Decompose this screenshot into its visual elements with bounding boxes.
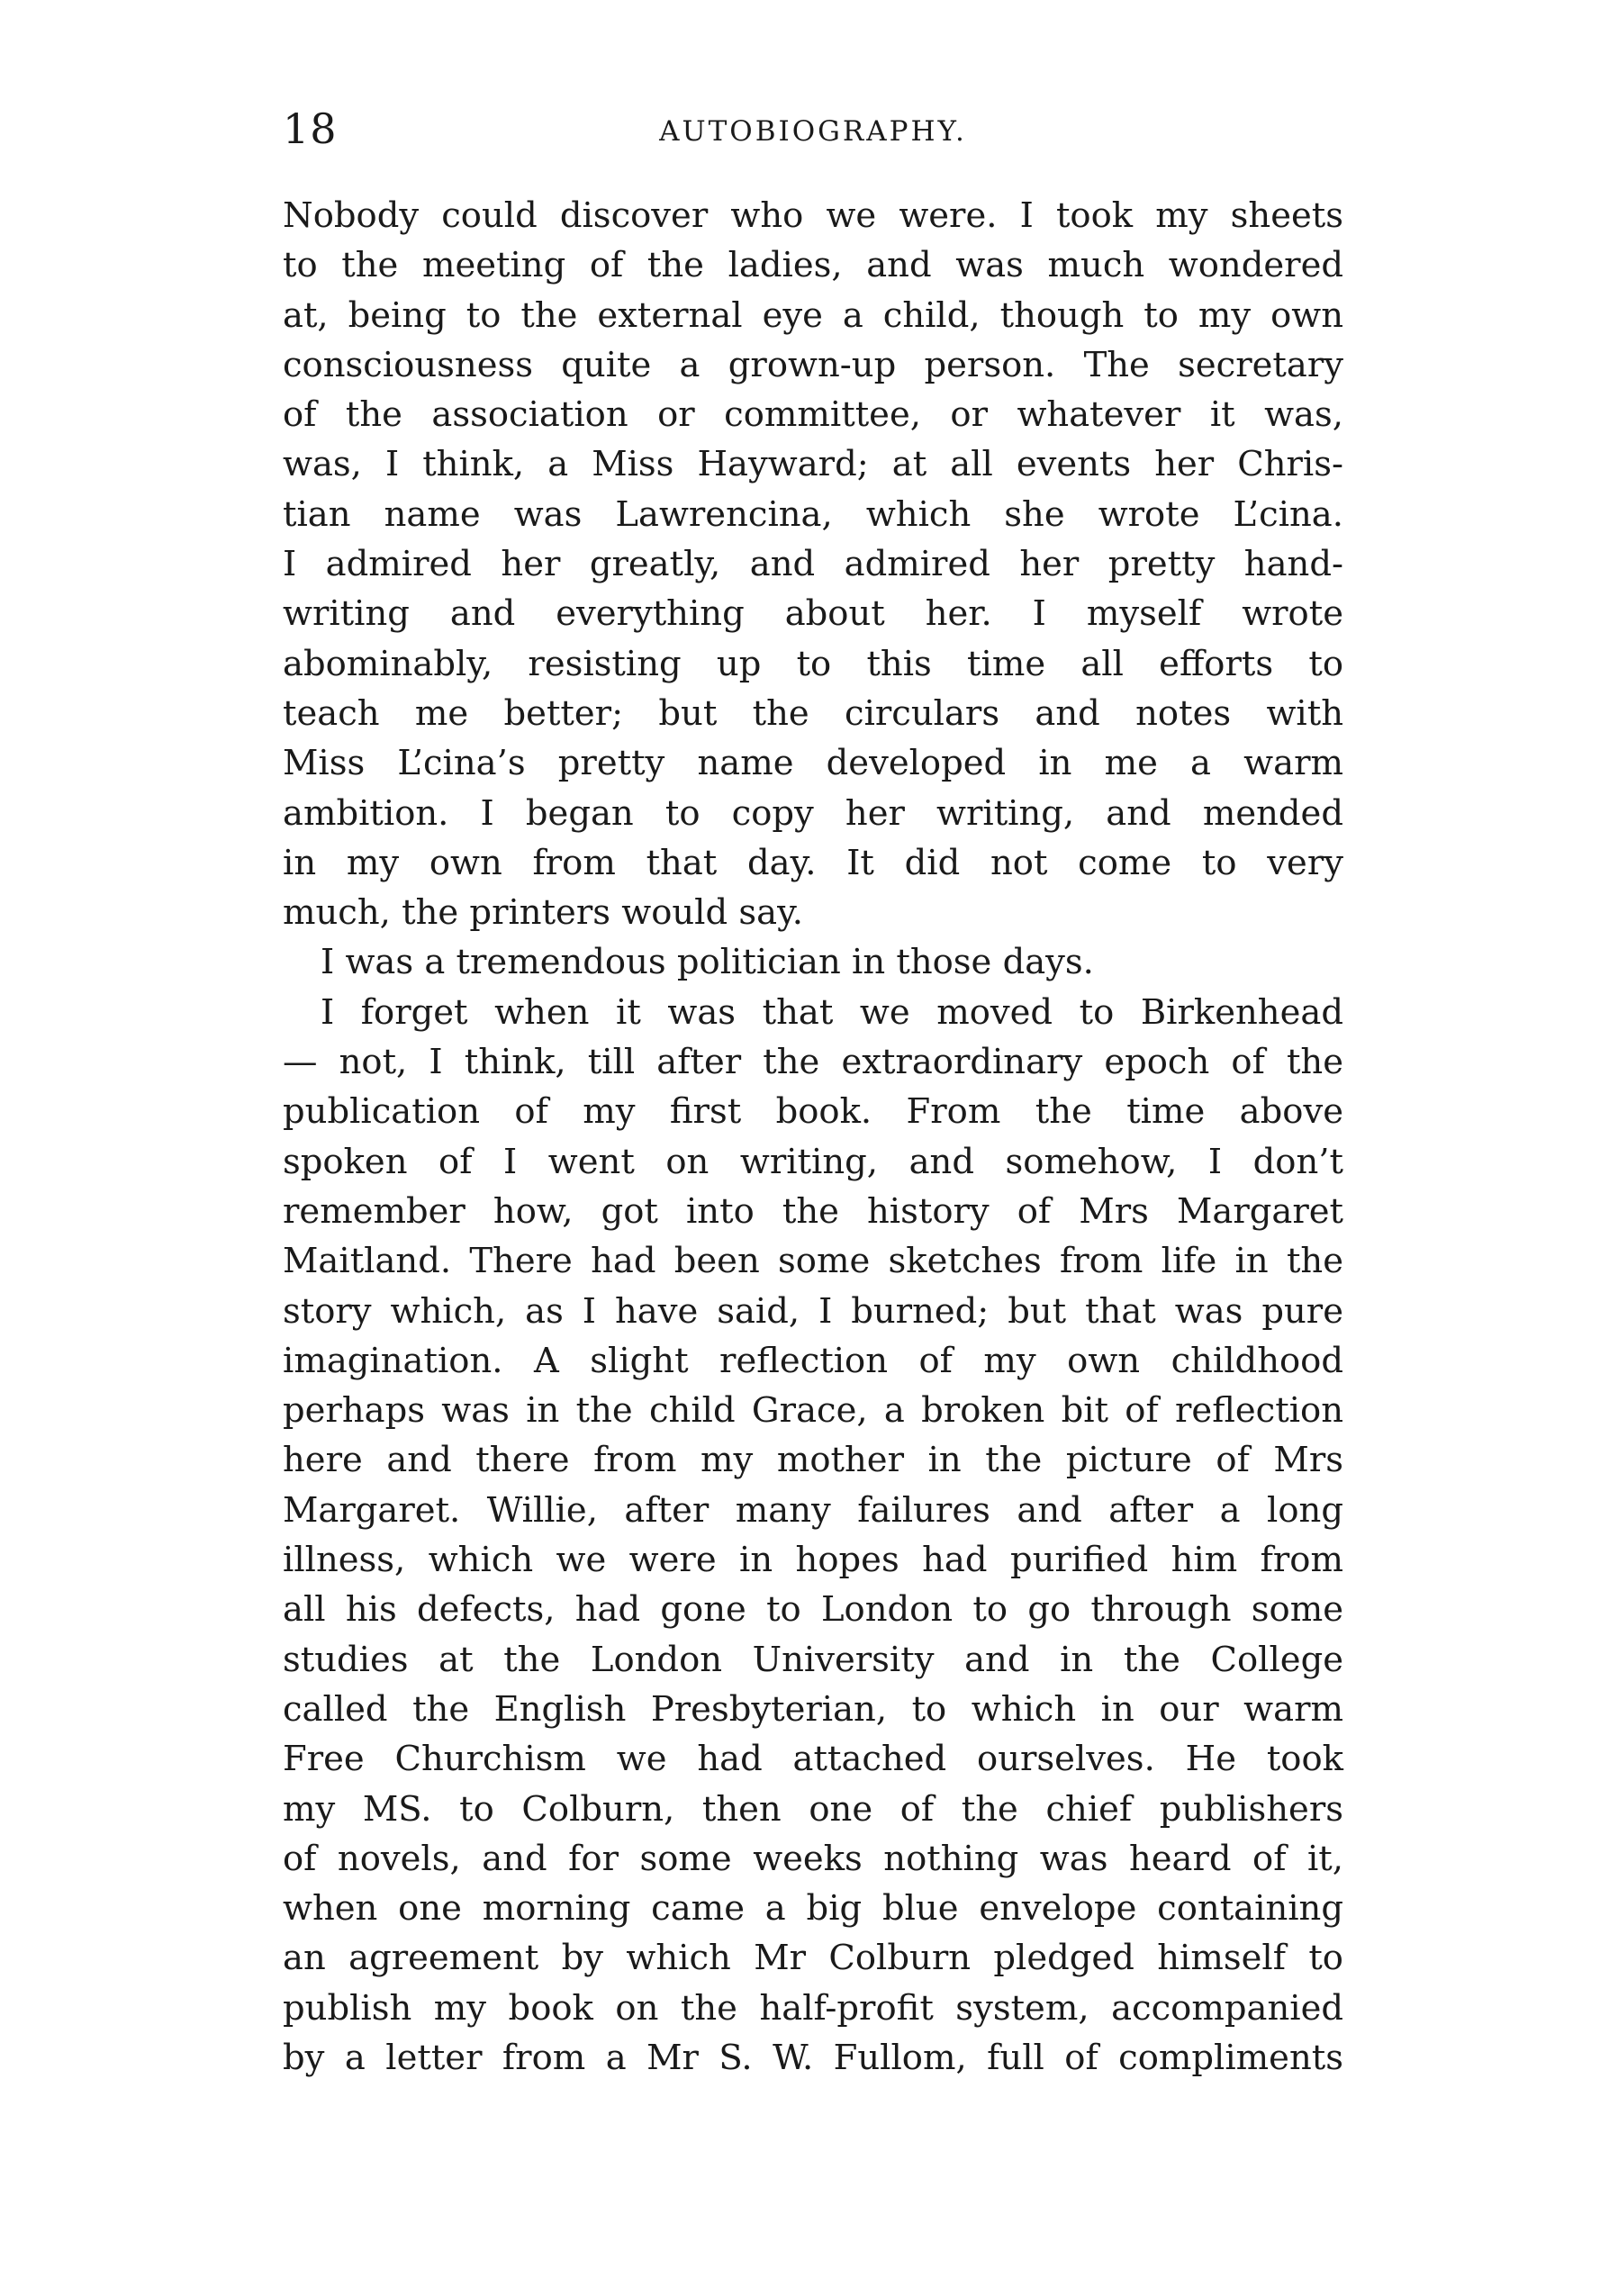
text-line: studies at the London University and in the College [283,1639,1343,1680]
text-line: illness, which we were in hopes had purified him from [283,1540,1343,1581]
text-line: called the English Presbyterian, to which in our warm [283,1688,1343,1730]
text-line: I forget when it was that we moved to Birkenhead [321,991,1343,1033]
text-line: story which, as I have said, I burned; but that was pure [283,1290,1343,1332]
text-line: of novels, and for some weeks nothing was heard of it, [283,1838,1343,1879]
text-line: perhaps was in the child Grace, a broken bit of reflection [283,1390,1343,1432]
text-line: by a letter from a Mr S. W. Fullom, full of compliments [283,2037,1343,2078]
text-line: an agreement by which Mr Colburn pledged himself to [283,1938,1343,1979]
text-line: here and there from my mother in the picture of Mrs [283,1440,1343,1481]
text-line: teach me better; but the circulars and notes with [283,692,1343,734]
text-line: consciousness quite a grown-up person. The secretary [283,344,1343,385]
text-line: my MS. to Colburn, then one of the chief publishers [283,1788,1343,1830]
text-line: I was a tremendous politician in those days. [321,942,1094,983]
text-line: to the meeting of the ladies, and was much wondered [283,245,1343,286]
text-line: Nobody could discover who we were. I took my sheets [283,195,1343,236]
text-line: publish my book on the half-profit system, accompanied [283,1987,1343,2029]
text-line: when one morning came a big blue envelope containing [283,1888,1343,1930]
text-line: I admired her greatly, and admired her pretty hand- [283,544,1343,585]
text-line: of the association or committee, or whatever it was, [283,394,1343,436]
text-line: tian name was Lawrencina, which she wrote L’cina. [283,493,1343,535]
text-line: at, being to the external eye a child, though to my own [283,294,1343,336]
text-line: imagination. A slight reflection of my own childhood [283,1340,1343,1381]
body-text [283,191,1343,2083]
text-line: all his defects, had gone to London to go through some [283,1589,1343,1631]
text-line: Maitland. There had been some sketches from life in the [283,1241,1343,1282]
text-line: writing and everything about her. I myself wrote [283,593,1343,635]
text-line: was, I think, a Miss Hayward; at all events her Chris- [283,444,1343,485]
text-line: Free Churchism we had attached ourselves. He took [283,1739,1343,1780]
text-line: remember how, got into the history of Mrs Margaret [283,1190,1343,1232]
text-line: in my own from that day. It did not come to very [283,842,1343,883]
text-line: — not, I think, till after the extraordinary epoch of the [283,1042,1343,1083]
text-line: much, the printers would say. [283,892,803,934]
text-line: spoken of I went on writing, and somehow, I don’t [283,1141,1343,1182]
text-line: publication of my first book. From the time above [283,1091,1343,1133]
text-line: abominably, resisting up to this time all efforts to [283,643,1343,684]
page-number: 18 [283,104,338,153]
page-header [283,97,1343,160]
running-title: AUTOBIOGRAPHY. [659,115,967,148]
text-line: Margaret. Willie, after many failures and after a long [283,1489,1343,1531]
text-line: Miss L’cina’s pretty name developed in me a warm [283,743,1343,784]
text-line: ambition. I began to copy her writing, and mended [283,792,1343,834]
